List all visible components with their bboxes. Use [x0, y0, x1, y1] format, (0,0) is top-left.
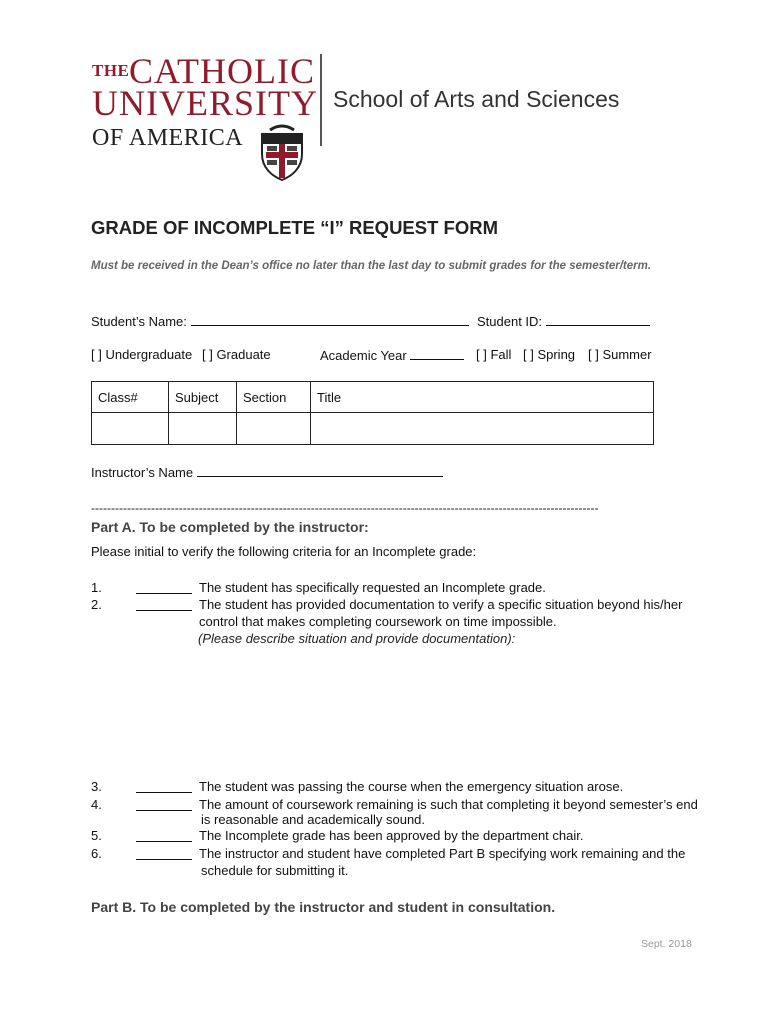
school-name: School of Arts and Sciences: [333, 86, 620, 112]
logo-university: UNIVERSITY: [92, 83, 318, 123]
revision-date: Sept. 2018: [641, 938, 692, 950]
university-logo: [92, 52, 632, 182]
item-4-text: The amount of coursework remaining is such that completing it beyond semester’s end: [199, 797, 698, 812]
item-6-number: 6.: [91, 846, 102, 861]
graduate-checkbox[interactable]: [ ] Graduate: [202, 347, 271, 362]
logo-of-america: OF AMERICA: [92, 125, 244, 151]
item-5-number: 5.: [91, 828, 102, 843]
item-1-number: 1.: [91, 580, 102, 595]
item-1-initial-field[interactable]: [136, 580, 192, 594]
documentation-note: [198, 631, 515, 646]
item-2-number: 2.: [91, 597, 102, 612]
summer-checkbox[interactable]: [ ] Summer: [588, 347, 652, 362]
item-3-number: 3.: [91, 779, 102, 794]
undergraduate-checkbox[interactable]: [ ] Undergraduate: [91, 347, 193, 362]
note-text: Please describe situation and provide documentation: [202, 631, 508, 646]
course-table: [91, 381, 654, 445]
academic-year-row: [320, 347, 464, 363]
note-open: (: [198, 631, 203, 646]
academic-year-field[interactable]: [410, 347, 464, 360]
item-3-initial-field[interactable]: [136, 779, 192, 793]
class-number-cell[interactable]: [92, 413, 169, 445]
crest-icon: [258, 124, 306, 182]
logo-the: THE: [92, 61, 130, 80]
item-3-text: The student was passing the course when the emergency situation arose.: [199, 779, 624, 794]
deadline-notice: Must be received in the Dean’s office no later than the last day to submit grades for the semester/term.: [91, 260, 652, 272]
item-6-text: The instructor and student have completed Part B specifying work remaining and the: [199, 846, 686, 861]
section-cell[interactable]: [237, 413, 311, 445]
item-5-text: The Incomplete grade has been approved by the department chair.: [199, 828, 584, 843]
item-2-text-cont: control that makes completing coursework on time impossible.: [199, 614, 557, 629]
spring-checkbox[interactable]: [ ] Spring: [523, 347, 576, 362]
part-a-heading: Part A. To be completed by the instructor:: [91, 519, 369, 535]
header-title: Title: [311, 382, 654, 413]
item-2-initial-field[interactable]: [136, 597, 192, 611]
item-6-initial-field[interactable]: [136, 846, 192, 860]
instructor-name-field[interactable]: [197, 464, 443, 477]
item-4-initial-field[interactable]: [136, 797, 192, 811]
student-name-row: [91, 313, 469, 329]
note-close: ):: [507, 631, 516, 646]
dashed-separator: -------------------------------------------------------------------------------------------------------------------------------: [91, 501, 599, 515]
form-title: GRADE OF INCOMPLETE “I” REQUEST FORM: [91, 217, 499, 238]
instructor-name-label: Instructor’s Name: [91, 465, 194, 480]
student-name-field[interactable]: [191, 313, 469, 326]
item-5-initial-field[interactable]: [136, 828, 192, 842]
student-id-label: Student ID:: [477, 314, 543, 329]
part-a-intro: Please initial to verify the following criteria for an Incomplete grade:: [91, 544, 477, 559]
item-6-text-cont: schedule for submitting it.: [201, 863, 349, 878]
header-subject: Subject: [169, 382, 237, 413]
part-b-heading: Part B. To be completed by the instructor and student in consultation.: [91, 899, 556, 915]
student-id-row: [477, 313, 650, 329]
item-2-text: The student has provided documentation to verify a specific situation beyond his/her: [199, 597, 683, 612]
student-name-label: Student’s Name:: [91, 314, 187, 329]
table-row: [92, 413, 654, 445]
instructor-name-row: [91, 464, 443, 480]
academic-year-label: Academic Year: [320, 348, 407, 363]
student-id-field[interactable]: [546, 313, 650, 326]
fall-checkbox[interactable]: [ ] Fall: [476, 347, 512, 362]
table-header-row: [92, 382, 654, 413]
item-4-number: 4.: [91, 797, 102, 812]
header-class-number: Class#: [92, 382, 169, 413]
logo-divider: [320, 54, 322, 146]
subject-cell[interactable]: [169, 413, 237, 445]
item-4-text-cont: is reasonable and academically sound.: [201, 812, 426, 827]
title-cell[interactable]: [311, 413, 654, 445]
logo-catholic: CATHOLIC: [129, 51, 315, 91]
header-section: Section: [237, 382, 311, 413]
item-1-text: The student has specifically requested an Incomplete grade.: [199, 580, 546, 595]
